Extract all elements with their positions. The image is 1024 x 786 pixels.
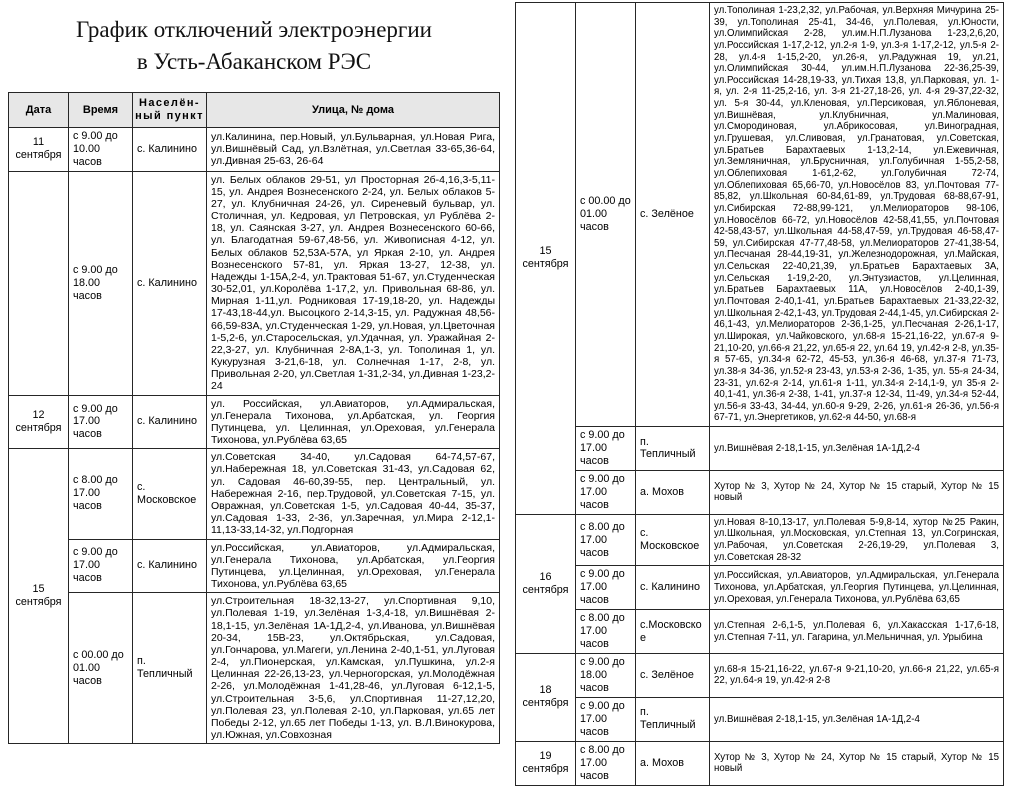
settlement-cell: с. Зелёное bbox=[636, 3, 710, 427]
table-row bbox=[9, 395, 500, 449]
time-cell: с 9.00 до 17.00 часов bbox=[576, 566, 636, 610]
table-row bbox=[516, 427, 1004, 471]
document-title-line1: График отключений электроэнергии bbox=[76, 17, 432, 42]
right-column bbox=[500, 0, 1006, 786]
settlement-cell: с. Калинино bbox=[636, 566, 710, 610]
table-row bbox=[516, 3, 1004, 427]
streets-cell: Хутор № 3, Хутор № 24, Хутор № 15 старый, Хутор № 15 новый bbox=[710, 741, 1004, 785]
time-cell: с 00.00 до 01.00 часов bbox=[576, 3, 636, 427]
time-cell: с 9.00 до 18.00 часов bbox=[576, 654, 636, 698]
time-cell: с 8.00 до 17.00 часов bbox=[576, 610, 636, 654]
streets-cell: ул. Белых облаков 29-51, ул Просторная 2б-4,16,3-5,11-15, ул. Андрея Вознесенского 2-24, ул. Белых облаков 5-27, ул. Клубничная 24-26, ул. Сиреневый бульвар, ул. Столичная, ул. Кедровая, ул Петровская, ул Рублёва 2-18, ул. Саянская 3-27, ул. Андрея Вознесенского 60-66, ул. Благодатная 59-67,48-56, ул. Живописная 4-12, ул. Белых облаков 52,53А-57А, ул Яркая 2-10, ул. Андрея Вознесенского 57-81, ул. Яркая 13-27, 12-38, ул. Надежды 1-15А,2-4, ул.Трактовая 51-67, ул.Студенческая 30-52,01, ул.Королёва 1-17,2, ул. Привольная 68-86, ул. Мирная 1-11,ул. Родниковая 17-19,18-20, ул. Надежды 17-43,18-44,ул. Высоцкого 2-14,3-15, ул. Радужная 48,56-66,59-83А, ул.Студенческая 1-29, ул.Новая, ул.Цветочная 1-5,2-6, ул.Старосельская, ул.Удачная, ул. Уражайная 2-22,3-27, ул. Клубничная 2-8А,1-3, ул. Тополиная 1, ул. Кукурузная 3-21,6-18, ул. Солнечная 1-17, 2-8, ул. Привольная 2-20, ул.Светлая 1-31,2-34, ул.Дивная 1-23,2-24 bbox=[207, 171, 500, 395]
streets-cell: ул.68-я 15-21,16-22, ул.67-я 9-21,10-20, ул.66-я 21,22, ул.65-я 22, ул.64-я 19, ул.42-я 2-8 bbox=[710, 654, 1004, 698]
settlement-cell: с. Зелёное bbox=[636, 654, 710, 698]
streets-cell: ул.Тополиная 1-23,2,32, ул.Рабочая, ул.Верхняя Мичурина 25-39, ул.Тополиная 25-41, 34-46, ул.Полевая, ул.Юности, ул.Олимпийская 2-28, ул.им.Н.П.Лузанова 1-23,2,6,20, ул.Российская 1-17,2-12, ул.2-я 1-9, ул.3-я 1-17,2-12, ул.5-я 2-28, ул.4-я 1-15,2-20, ул.26-я, ул.Радужная 19, ул.21, ул.Олимпийская 30-44, ул.им.Н.П.Лузанова 22-36,25-39, ул.Российская 14-28,19-33, ул.Тихая 13,8, ул.Парковая, ул. 1-я, ул. 2-я 11-25,2-16, ул. 3-я 21-27,18-26, ул. 4-я 29-37,22-32, ул. 5-я 30-44, ул.Кленовая, ул.Персиковая, ул.Яблоневая, ул.Вишнёвая, ул.Клубничная, ул.Малиновая, ул.Смородиновая, ул.Абрикосовая, ул.Виноградная, ул.Грушевая, ул.Сливовая, ул.Гранатовая, ул.Советская, ул.Братьев Барахтаевых 1-13,2-14, ул.Ежевичная, ул.Земляничная, ул.Брусничная, ул.Голубичная 1-55,2-58, ул.Облепиховая 1-61,2-62, ул.Голубичная 72-74, ул.Облепиховая 65,66-70, ул.Новосёлов 83, ул.Почтовая 77-85,82, ул.Школьная 60-84,61-89, ул.Трудовая 68-88,67-91, ул.Сибирская 72-88,99-121, ул.Мелиораторов 98-106, ул.Новосёлов 66-72, ул.Новосёлов 42-58,41,55, ул.Почтовая 42-58,43-57, ул.Школьная 44-58,47-59, ул.Трудовая 46-58,47-59, ул.Сибирская 47-77,48-58, ул.Мелиораторов 27-41,38-54, ул.Песчаная 28-44,19-31, ул.Железнодорожная, ул.Майская, ул.Сельская 22-40,21,39, ул.Братьев Барахтаевых 3А, ул.Сельская 1-19,2-20, ул.Энтузиастов, ул.Целинная, ул.Братьев Барахтаевых 11А, ул.Новосёлов 2-40,1-39, ул.Почтовая 2-40,1-41, ул.Братьев Барахтаевых 21-33,22-32, ул.Школьная 2-42,1-43, ул.Трудовая 2-44,1-45, ул.Сибирская 2-46,1-43, ул.Мелиораторов 2-36,1-25, ул.Песчаная 2-26,1-17, ул.Широкая, ул.Чайковского, ул.68-я 15-21,16-22, ул.67-я 9-21,10-20, ул.66-я 21,22, ул.65-я 22, ул.64 19, ул.42-я 2-8, ул.35-я 57-65, ул.34-я 62-72, 45-53, ул.36-я 46-68, ул.37-я 71-73, ул.38-я 34-36, ул.52-я 23-43, ул.53-я 2-36, 1-35, ул. 55-я 24-34, 23-31, ул.62-я 2-14, ул.61-я 1-11, ул.34-я 2-14,1-9, ул 35-я 2-40,1-41, ул.36-я 2-38, 1-41, ул.37-я 12-34, 11-49, ул.34-я 52-44, ул.56-я 33-43, 34-44, ул.60-я 9-29, 2-26, ул.61-я 26-36, ул.56-я 67-71, ул.Энергетиков, ул.62-я 44-50, ул.68-я bbox=[710, 3, 1004, 427]
table-row bbox=[516, 514, 1004, 566]
settlement-cell: с. Калинино bbox=[133, 395, 207, 449]
header-time: Время bbox=[69, 93, 133, 127]
time-cell: с 9.00 до 17.00 часов bbox=[69, 395, 133, 449]
settlement-cell: с. Московское bbox=[636, 514, 710, 566]
date-cell: 15 сентября bbox=[516, 3, 576, 515]
table-header-row bbox=[9, 93, 500, 127]
streets-cell: ул.Советская 34-40, ул.Садовая 64-74,57-67, ул.Набережная 18, ул.Советская 31-43, ул.Садовая 62, ул. Садовая 46-60,39-55, пер. Центральный, ул. Набережная 2-16, пер.Трудовой, ул.Советская 7-15, ул. Овражная, ул.Советская 1-5, ул.Садовая 40-44, 35-37, ул.Садовая 1-33, 2-36, ул.Заречная, ул.Мира 2-12,1-11,13-33,14-32, ул.Подгорная bbox=[207, 449, 500, 539]
settlement-cell: п. Тепличный bbox=[133, 593, 207, 744]
header-settlement: Населён-ный пункт bbox=[133, 93, 207, 127]
date-cell: 18 сентября bbox=[516, 654, 576, 742]
streets-cell: ул. Российская, ул.Авиаторов, ул.Адмиральская, ул.Генерала Тихонова, ул.Арбатская, ул. Георгия Путинцева, ул. Целинная, ул.Ореховая, ул.Генерала Тихонова, ул.Рублёва 63,65 bbox=[207, 395, 500, 449]
table-row bbox=[516, 470, 1004, 514]
date-cell: 19 сентября bbox=[516, 741, 576, 785]
time-cell: с 9.00 до 17.00 часов bbox=[576, 427, 636, 471]
header-street: Улица, № дома bbox=[207, 93, 500, 127]
time-cell: с 9.00 до 17.00 часов bbox=[576, 470, 636, 514]
time-cell: с 00.00 до 01.00 часов bbox=[69, 593, 133, 744]
streets-cell: Хутор № 3, Хутор № 24, Хутор № 15 старый, Хутор № 15 новый bbox=[710, 470, 1004, 514]
date-cell: 12 сентября bbox=[9, 395, 69, 449]
settlement-cell: с. Московское bbox=[133, 449, 207, 539]
time-cell: с 8.00 до 17.00 часов bbox=[69, 449, 133, 539]
time-cell: с 9.00 до 17.00 часов bbox=[69, 539, 133, 593]
table-row bbox=[516, 697, 1004, 741]
streets-cell: ул.Строительная 18-32,13-27, ул.Спортивная 9,10, ул.Полевая 1-19, ул.Зелёная 1-3,4-18, ул.Вишнёвая 2-18,1-15, ул.Зелёная 1А-1Д,2-4, ул.Иванова, ул.Вишнёвая 20-34, 15В-23, ул.Октябрьская, ул.Садовая, ул.Гончарова, ул.Магеги, ул.Ленина 2-40,1-51, ул.Луговая 2-4, ул.Пионерская, ул.Камская, ул.Пушкина, ул.2-я Целинная 22-26,13-23, ул.Черногорская, ул.Молодёжная 2-26, ул.Молодёжная 1-41,28-46, ул.Луговая 6-12,1-5, ул.Строительная 3-5,6, ул.Спортивная 11-27,12,20, ул.Полевая 23, ул.Полевая 2-10, ул.Парковая, ул.65 лет Победы 2-12, ул.65 лет Победы 1-13, ул. В.Л.Винокурова, ул.Южная, ул.Совхозная bbox=[207, 593, 500, 744]
table-row bbox=[9, 449, 500, 539]
table-row bbox=[516, 610, 1004, 654]
document-title-line2: в Усть-Абаканском РЭС bbox=[136, 49, 372, 75]
settlement-cell: с. Калинино bbox=[133, 539, 207, 593]
table-row bbox=[9, 539, 500, 593]
time-cell: с 8.00 до 17.00 часов bbox=[576, 514, 636, 566]
settlement-cell: п. Тепличный bbox=[636, 427, 710, 471]
table-row bbox=[9, 127, 500, 171]
table-row bbox=[9, 593, 500, 744]
schedule-table-left bbox=[8, 92, 500, 744]
time-cell: с 9.00 до 17.00 часов bbox=[576, 697, 636, 741]
time-cell: с 9.00 до 18.00 часов bbox=[69, 171, 133, 395]
date-cell: 16 сентября bbox=[516, 514, 576, 653]
table-row bbox=[9, 171, 500, 395]
streets-cell: ул.Вишнёвая 2-18,1-15, ул.Зелёная 1А-1Д,2-4 bbox=[710, 697, 1004, 741]
header-date: Дата bbox=[9, 93, 69, 127]
date-cell: 15 сентября bbox=[9, 449, 69, 744]
left-column bbox=[0, 0, 500, 744]
settlement-cell: с. Калинино bbox=[133, 171, 207, 395]
schedule-table-right bbox=[515, 2, 1004, 786]
streets-cell: ул.Вишнёвая 2-18,1-15, ул.Зелёная 1А-1Д,2-4 bbox=[710, 427, 1004, 471]
settlement-cell: с.Московское bbox=[636, 610, 710, 654]
streets-cell: ул.Калинина, пер.Новый, ул.Бульварная, ул.Новая Рига, ул.Вишнёвый Сад, ул.Взлётная, ул.Светлая 33-65,36-64, ул.Дивная 25-63, 26-64 bbox=[207, 127, 500, 171]
streets-cell: ул.Российская, ул.Авиаторов, ул.Адмиральская, ул.Генерала Тихонова, ул.Арбатская, ул.Георгия Путинцева, ул.Целинная, ул.Ореховая, ул.Генерала Тихонова, ул.Рублёва 63,65 bbox=[710, 566, 1004, 610]
document-title bbox=[8, 14, 500, 78]
settlement-cell: а. Мохов bbox=[636, 470, 710, 514]
time-cell: с 8.00 до 17.00 часов bbox=[576, 741, 636, 785]
date-cell: 11 сентября bbox=[9, 127, 69, 171]
streets-cell: ул.Степная 2-6,1-5, ул.Полевая 6, ул.Хакасская 1-17,6-18, ул.Степная 7-11, ул. Гагарина, ул.Мельничная, ул. Урыбина bbox=[710, 610, 1004, 654]
table-row bbox=[516, 566, 1004, 610]
time-cell: с 9.00 до 10.00 часов bbox=[69, 127, 133, 171]
settlement-cell: а. Мохов bbox=[636, 741, 710, 785]
table-row bbox=[516, 654, 1004, 698]
settlement-cell: с. Калинино bbox=[133, 127, 207, 171]
streets-cell: ул.Российская, ул.Авиаторов, ул.Адмиральская, ул.Генерала Тихонова, ул.Арбатская, ул.Георгия Путинцева, ул.Целинная, ул.Ореховая, ул.Генерала Тихонова, ул.Рублёва 63,65 bbox=[207, 539, 500, 593]
date-cell bbox=[9, 171, 69, 395]
settlement-cell: п. Тепличный bbox=[636, 697, 710, 741]
streets-cell: ул.Новая 8-10,13-17, ул.Полевая 5-9,8-14, хутор №25 Ракин, ул.Школьная, ул.Московская, ул.Степная 13, ул.Согринская, ул.Рабочая, ул.Советская 2-26,19-29, ул.Полевая 3, ул.Советская 28-32 bbox=[710, 514, 1004, 566]
